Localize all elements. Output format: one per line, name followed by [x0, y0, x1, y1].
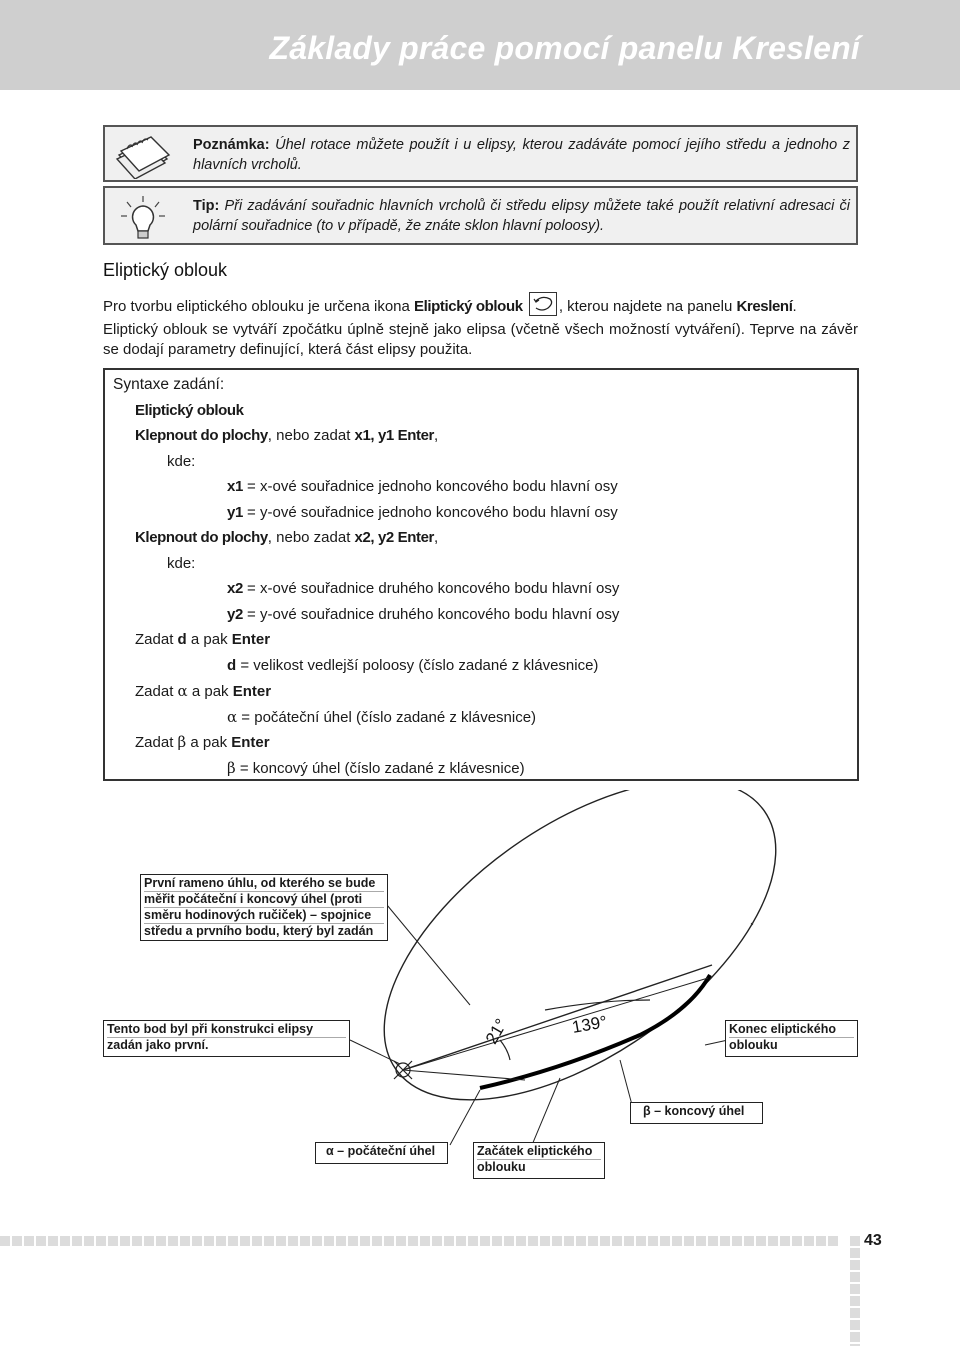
step-beta-enter: Enter	[231, 734, 270, 751]
step2-comma: ,	[433, 529, 439, 546]
step2-text: , nebo zadat	[267, 529, 355, 546]
step1-comma: ,	[433, 427, 439, 444]
step1-text: , nebo zadat	[267, 427, 355, 444]
elliptical-arc-tool-icon	[529, 292, 557, 316]
lightbulb-icon	[113, 194, 173, 249]
beta-var: β	[227, 759, 236, 777]
callout-first-arm	[140, 874, 388, 941]
syntax-kde-1: kde:	[167, 453, 196, 470]
step-d-enter: Enter	[231, 631, 271, 648]
step2-action: Klepnout do plochy	[135, 529, 268, 546]
syntax-d-def	[227, 657, 598, 674]
callout-first-arm-line-3: směru hodinových ručiček) – spojnice	[144, 908, 384, 924]
syntax-kde-2: kde:	[167, 555, 196, 572]
syntax-step-beta	[135, 733, 270, 751]
callout-first-point-line-2: zadán jako první.	[107, 1038, 209, 1052]
syntax-step1	[135, 427, 438, 444]
y2-var: y2	[227, 606, 243, 623]
page-number: 43	[864, 1232, 882, 1249]
callout-beta	[630, 1102, 763, 1124]
alpha-angle-arc	[500, 1040, 510, 1060]
intro-panel-name: Kreslení	[736, 298, 793, 315]
callout-first-point-line-1: Tento bod byl při konstrukci elipsy	[107, 1022, 346, 1038]
syntax-title: Syntaxe zadání:	[113, 376, 225, 393]
callout-arc-end-line-2: oblouku	[729, 1038, 778, 1052]
callout-first-arm-line-1: První rameno úhlu, od kterého se bude	[144, 876, 384, 892]
step-alpha-var: α	[177, 682, 188, 700]
callout-arc-start	[473, 1142, 605, 1179]
intro-text-e: .	[792, 298, 797, 315]
callout-first-arm-line-4: středu a prvního bodu, který byl zadán	[144, 924, 374, 938]
d-desc: = velikost vedlejší poloosy (číslo zadané z klávesnice)	[236, 657, 599, 674]
callout-beta-text: β – koncový úhel	[643, 1104, 745, 1118]
beta-desc: = koncový úhel (číslo zadané z klávesnice)	[235, 760, 525, 777]
intro-text-a: Pro tvorbu eliptického oblouku je určena ikona	[103, 298, 410, 315]
stray-dot	[751, 923, 753, 925]
page-header	[0, 0, 960, 90]
syntax-x2-def	[227, 580, 619, 597]
callout-first-arm-line-2: měřit počáteční i koncový úhel (proti	[144, 892, 384, 908]
syntax-y1-def	[227, 504, 618, 521]
syntax-alpha-def	[227, 708, 536, 726]
syntax-step-alpha	[135, 682, 271, 700]
step1-action: Klepnout do plochy	[135, 427, 268, 444]
intro-paragraph	[103, 292, 858, 317]
y2-desc: = y-ové souřadnice druhého koncového bodu hlavní osy	[242, 606, 620, 623]
callout-alpha	[315, 1142, 448, 1164]
alpha-angle-label: 21°	[481, 1015, 512, 1048]
y1-var: y1	[227, 504, 243, 521]
tip-body: Při zadávání souřadnic hlavních vrcholů či středu elipsy můžete také použít relativní adresaci či polární souřadnice (to v případě, že znáte sklon hlavní poloosy).	[193, 198, 850, 234]
step-beta-var: β	[177, 733, 187, 751]
x2-desc: = x-ové souřadnice druhého koncového bodu hlavní osy	[242, 580, 620, 597]
tip-text	[193, 196, 850, 236]
callout-alpha-text: α – počáteční úhel	[326, 1144, 436, 1158]
x2-var: x2	[227, 580, 243, 597]
syntax-step2	[135, 529, 438, 546]
beta-angle-arc	[545, 1000, 650, 1010]
notebook-icon	[113, 133, 173, 184]
step2-values: x2, y2 Enter	[354, 529, 434, 546]
syntax-beta-def	[227, 759, 525, 777]
callout-arc-start-line-2: oblouku	[477, 1160, 526, 1174]
syntax-x1-def	[227, 478, 618, 495]
note-label: Poznámka:	[193, 137, 270, 153]
step-d-mid: a pak	[186, 631, 232, 648]
syntax-box	[103, 368, 859, 781]
step1-values: x1, y1 Enter	[354, 427, 434, 444]
page-title: Základy práce pomocí panelu Kreslení	[269, 30, 860, 66]
step-d-var: d	[177, 631, 187, 648]
intro-tool-name: Eliptický oblouk	[414, 298, 523, 315]
note-text	[193, 135, 850, 175]
alpha-desc: = počáteční úhel (číslo zadané z klávesnice)	[237, 709, 537, 726]
beta-angle-label: 139°	[570, 1012, 609, 1037]
step-d-prefix: Zadat	[135, 631, 178, 648]
footer-dotted-column	[850, 1236, 860, 1346]
alpha-var: α	[227, 708, 238, 726]
y1-desc: = y-ové souřadnice jednoho koncového bodu hlavní osy	[242, 504, 618, 521]
footer-dotted-bar	[0, 1236, 840, 1246]
x1-desc: = x-ové souřadnice jednoho koncového bodu hlavní osy	[242, 478, 618, 495]
intro-text-c: , kterou najdete na panelu	[558, 298, 733, 315]
syntax-command: Eliptický oblouk	[135, 402, 244, 419]
note-body: Úhel rotace můžete použít i u elipsy, kterou zadáváte pomocí jejího středu a jednoho z hlavních vrcholů.	[193, 137, 850, 173]
callout-first-point	[103, 1020, 350, 1057]
tip-box	[103, 186, 858, 245]
syntax-step-d	[135, 631, 270, 648]
alpha-arm-line	[403, 1070, 525, 1080]
step-alpha-enter: Enter	[232, 683, 272, 700]
d-var: d	[227, 657, 237, 674]
section-heading: Eliptický oblouk	[103, 260, 228, 280]
x1-var: x1	[227, 478, 243, 495]
callout-arc-start-line-1: Začátek eliptického	[477, 1144, 601, 1160]
description-paragraph: Eliptický oblouk se vytváří zpočátku úplně stejně jako elipsa (včetně všech možností vytváření). Teprve na závěr se dodají parametry definující, která část elipsy použita.	[103, 321, 858, 358]
step-beta-mid: a pak	[186, 734, 232, 751]
callout-arc-end	[725, 1020, 858, 1057]
callout-arc-end-line-1: Konec eliptického	[729, 1022, 854, 1038]
step-alpha-mid: a pak	[187, 683, 233, 700]
syntax-y2-def	[227, 606, 619, 623]
step-alpha-prefix: Zadat	[135, 683, 178, 700]
step-beta-prefix: Zadat	[135, 734, 178, 751]
tip-label: Tip:	[193, 198, 220, 214]
note-box	[103, 125, 858, 182]
